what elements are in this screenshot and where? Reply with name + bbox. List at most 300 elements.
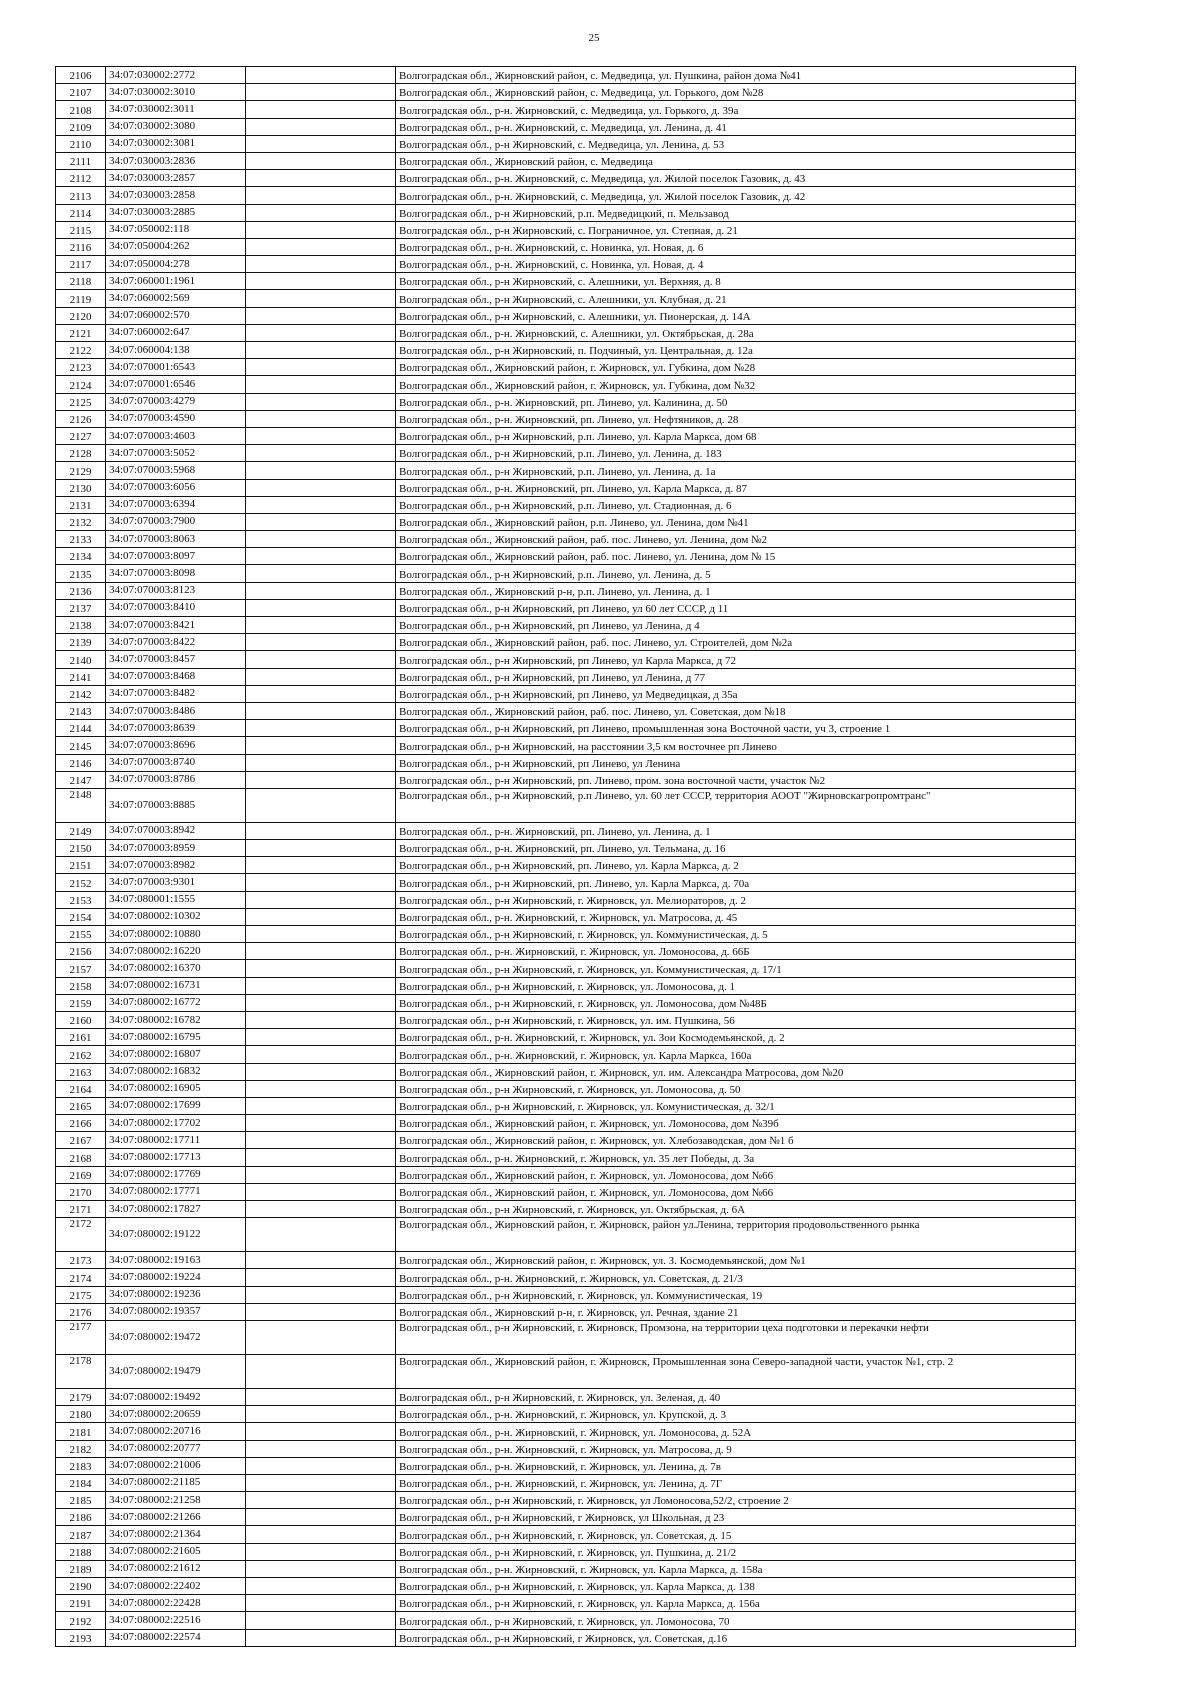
empty-cell — [246, 565, 396, 582]
cadastral-number-cell: 34:07:050002:118 — [106, 221, 246, 238]
page-number: 25 — [588, 32, 600, 44]
empty-cell — [246, 926, 396, 943]
cadastral-number-cell: 34:07:030002:3010 — [106, 84, 246, 101]
cadastral-number-cell: 34:07:070003:8740 — [106, 754, 246, 771]
table-row — [56, 1201, 1076, 1218]
address-cell: Волгоградская обл., Жирновский район, р.п. Линево, ул. Ленина, дом №41 — [396, 513, 1076, 530]
table-row — [56, 1097, 1076, 1114]
cadastral-number-cell: 34:07:080002:17713 — [106, 1149, 246, 1166]
row-number-cell: 2126 — [56, 410, 106, 427]
empty-cell — [246, 548, 396, 565]
table-row — [56, 926, 1076, 943]
cadastral-number-cell: 34:07:070003:8123 — [106, 582, 246, 599]
empty-cell — [246, 943, 396, 960]
empty-cell — [246, 994, 396, 1011]
row-number-cell: 2169 — [56, 1166, 106, 1183]
empty-cell — [246, 67, 396, 84]
empty-cell — [246, 307, 396, 324]
row-number-cell: 2113 — [56, 187, 106, 204]
address-cell: Волгоградская обл., р-н Жирновский, г. Жирновск, Промзона, на территории цеха подготовки и перекачки нефти — [396, 1320, 1076, 1354]
cadastral-number-cell: 34:07:070003:8422 — [106, 634, 246, 651]
table-row — [56, 170, 1076, 187]
address-cell: Волгоградская обл., Жирновский район, г. Жирновск, ул. З. Космодемьянской, дом №1 — [396, 1252, 1076, 1269]
row-number-cell: 2140 — [56, 651, 106, 668]
row-number-cell: 2165 — [56, 1097, 106, 1114]
cadastral-number-cell: 34:07:070003:8098 — [106, 565, 246, 582]
table-row — [56, 857, 1076, 874]
table-row — [56, 977, 1076, 994]
row-number-cell: 2136 — [56, 582, 106, 599]
table-row — [56, 324, 1076, 341]
table-row — [56, 1423, 1076, 1440]
cadastral-number-cell: 34:07:070003:8982 — [106, 857, 246, 874]
table-row — [56, 496, 1076, 513]
row-number-cell: 2117 — [56, 256, 106, 273]
row-number-cell: 2171 — [56, 1201, 106, 1218]
row-number-cell: 2128 — [56, 445, 106, 462]
table-row — [56, 1354, 1076, 1388]
empty-cell — [246, 617, 396, 634]
table-row — [56, 754, 1076, 771]
cadastral-number-cell: 34:07:080002:10302 — [106, 908, 246, 925]
address-cell: Волгоградская обл., Жирновский район, г. Жирновск, ул. Губкина, дом №32 — [396, 376, 1076, 393]
empty-cell — [246, 135, 396, 152]
empty-cell — [246, 1406, 396, 1423]
address-cell: Волгоградская обл., Жирновский район, с. Медведица — [396, 152, 1076, 169]
row-number-cell: 2144 — [56, 720, 106, 737]
row-number-cell: 2187 — [56, 1526, 106, 1543]
table-row — [56, 1166, 1076, 1183]
empty-cell — [246, 204, 396, 221]
address-cell: Волгоградская обл., Жирновский район, г. Жирновск, Промышленная зона Северо-западной части, участок №1, стр. 2 — [396, 1354, 1076, 1388]
row-number-cell: 2190 — [56, 1578, 106, 1595]
address-cell: Волгоградская обл., р-н. Жирновский, рп. Линево, ул. Калинина, д. 50 — [396, 393, 1076, 410]
address-cell: Волгоградская обл., р-н. Жирновский, рп. Линево, ул. Тельмана, д. 16 — [396, 840, 1076, 857]
empty-cell — [246, 84, 396, 101]
table-row — [56, 221, 1076, 238]
cadastral-number-cell: 34:07:080002:19492 — [106, 1388, 246, 1405]
cadastral-number-cell: 34:07:070003:8097 — [106, 548, 246, 565]
empty-cell — [246, 1578, 396, 1595]
table-row — [56, 1303, 1076, 1320]
cadastral-number-cell: 34:07:080002:10880 — [106, 926, 246, 943]
address-cell: Волгоградская обл., р-н Жирновский, рп. Линево, ул. Карла Маркса, д. 2 — [396, 857, 1076, 874]
row-number-cell: 2175 — [56, 1286, 106, 1303]
table-row — [56, 1578, 1076, 1595]
table-row — [56, 1320, 1076, 1354]
row-number-cell: 2189 — [56, 1560, 106, 1577]
address-cell: Волгоградская обл., р-н Жирновский, р.п. Линево, ул. Стадионная, д. 6 — [396, 496, 1076, 513]
address-cell: Волгоградская обл., р-н. Жирновский, рп. Линево, ул. Ленина, д. 1 — [396, 822, 1076, 839]
cadastral-number-cell: 34:07:080002:21364 — [106, 1526, 246, 1543]
empty-cell — [246, 977, 396, 994]
table-row — [56, 427, 1076, 444]
row-number-cell: 2174 — [56, 1269, 106, 1286]
cadastral-number-cell: 34:07:060004:138 — [106, 342, 246, 359]
table-row — [56, 1252, 1076, 1269]
row-number-cell: 2152 — [56, 874, 106, 891]
row-number-cell: 2192 — [56, 1612, 106, 1629]
table-row — [56, 479, 1076, 496]
empty-cell — [246, 1063, 396, 1080]
row-number-cell: 2107 — [56, 84, 106, 101]
empty-cell — [246, 445, 396, 462]
table-row — [56, 891, 1076, 908]
empty-cell — [246, 1269, 396, 1286]
empty-cell — [246, 960, 396, 977]
empty-cell — [246, 891, 396, 908]
row-number-cell: 2124 — [56, 376, 106, 393]
table-row — [56, 118, 1076, 135]
address-cell: Волгоградская обл., р-н. Жирновский, с. Медведица, ул. Жилой поселок Газовик, д. 42 — [396, 187, 1076, 204]
table-row — [56, 1543, 1076, 1560]
cadastral-number-cell: 34:07:080002:19224 — [106, 1269, 246, 1286]
row-number-cell: 2170 — [56, 1183, 106, 1200]
row-number-cell: 2158 — [56, 977, 106, 994]
table-row — [56, 668, 1076, 685]
cadastral-number-cell: 34:07:080002:20716 — [106, 1423, 246, 1440]
cadastral-number-cell: 34:07:030002:3011 — [106, 101, 246, 118]
cadastral-number-cell: 34:07:080002:16220 — [106, 943, 246, 960]
empty-cell — [246, 1354, 396, 1388]
cadastral-number-cell: 34:07:030002:2772 — [106, 67, 246, 84]
row-number-cell: 2150 — [56, 840, 106, 857]
empty-cell — [246, 1132, 396, 1149]
empty-cell — [246, 634, 396, 651]
address-cell: Волгоградская обл., Жирновский район, раб. пос. Линево, ул. Строителей, дом №2а — [396, 634, 1076, 651]
address-cell: Волгоградская обл., р-н Жирновский, рп Линево, ул Ленина, д 77 — [396, 668, 1076, 685]
row-number-cell: 2134 — [56, 548, 106, 565]
cadastral-number-cell: 34:07:070003:8410 — [106, 599, 246, 616]
address-cell: Волгоградская обл., р-н Жирновский, р.п. Линево, ул. Ленина, д. 5 — [396, 565, 1076, 582]
table-row — [56, 840, 1076, 857]
table-row — [56, 256, 1076, 273]
row-number-cell: 2125 — [56, 393, 106, 410]
cadastral-number-cell: 34:07:080002:22428 — [106, 1595, 246, 1612]
table-row — [56, 599, 1076, 616]
cadastral-number-cell: 34:07:080002:17827 — [106, 1201, 246, 1218]
cadastral-number-cell: 34:07:030002:3081 — [106, 135, 246, 152]
row-number-cell: 2118 — [56, 273, 106, 290]
table-row — [56, 187, 1076, 204]
cadastral-number-cell: 34:07:080002:19122 — [106, 1218, 246, 1252]
table-row — [56, 582, 1076, 599]
table-row — [56, 651, 1076, 668]
empty-cell — [246, 651, 396, 668]
row-number-cell: 2153 — [56, 891, 106, 908]
row-number-cell: 2143 — [56, 702, 106, 719]
empty-cell — [246, 702, 396, 719]
row-number-cell: 2160 — [56, 1011, 106, 1028]
row-number-cell: 2154 — [56, 908, 106, 925]
address-cell: Волгоградская обл., Жирновский район, с. Медведица, ул. Горького, дом №28 — [396, 84, 1076, 101]
cadastral-number-cell: 34:07:070003:8482 — [106, 685, 246, 702]
row-number-cell: 2181 — [56, 1423, 106, 1440]
address-cell: Волгоградская обл., Жирновский район, раб. пос. Линево, ул. Ленина, дом № 15 — [396, 548, 1076, 565]
row-number-cell: 2116 — [56, 238, 106, 255]
cadastral-number-cell: 34:07:080002:19479 — [106, 1354, 246, 1388]
empty-cell — [246, 221, 396, 238]
row-number-cell: 2182 — [56, 1440, 106, 1457]
table-row — [56, 238, 1076, 255]
table-row — [56, 376, 1076, 393]
row-number-cell: 2168 — [56, 1149, 106, 1166]
address-cell: Волгоградская обл., Жирновский район, г. Жирновск, ул. Губкина, дом №28 — [396, 359, 1076, 376]
table-row — [56, 513, 1076, 530]
address-cell: Волгоградская обл., р-н Жирновский, с. Пограничное, ул. Степная, д. 21 — [396, 221, 1076, 238]
table-row — [56, 1492, 1076, 1509]
address-cell: Волгоградская обл., Жирновский р-н, р.п. Линево, ул. Ленина, д. 1 — [396, 582, 1076, 599]
cadastral-number-cell: 34:07:080002:16832 — [106, 1063, 246, 1080]
cadastral-number-cell: 34:07:080002:17702 — [106, 1115, 246, 1132]
table-row — [56, 410, 1076, 427]
row-number-cell: 2142 — [56, 685, 106, 702]
table-row — [56, 737, 1076, 754]
empty-cell — [246, 290, 396, 307]
cadastral-number-cell: 34:07:050004:262 — [106, 238, 246, 255]
table-row — [56, 1218, 1076, 1252]
cadastral-number-cell: 34:07:070003:8468 — [106, 668, 246, 685]
address-cell: Волгоградская обл., р-н. Жирновский, г. Жирновск, ул. Ломоносова, д. 52А — [396, 1423, 1076, 1440]
table-row — [56, 84, 1076, 101]
empty-cell — [246, 720, 396, 737]
address-cell: Волгоградская обл., р-н Жирновский, г. Жирновск, ул. Ломоносова, дом №48Б — [396, 994, 1076, 1011]
address-cell: Волгоградская обл., р-н Жирновский, с. Медведица, ул. Ленина, д. 53 — [396, 135, 1076, 152]
address-cell: Волгоградская обл., Жирновский район, г. Жирновск, ул. Ломоносова, дом №66 — [396, 1166, 1076, 1183]
row-number-cell: 2122 — [56, 342, 106, 359]
row-number-cell: 2127 — [56, 427, 106, 444]
address-cell: Волгоградская обл., Жирновский район, с. Медведица, ул. Пушкина, район дома №41 — [396, 67, 1076, 84]
cadastral-number-cell: 34:07:070001:6543 — [106, 359, 246, 376]
row-number-cell: 2179 — [56, 1388, 106, 1405]
cadastral-number-cell: 34:07:080002:16795 — [106, 1029, 246, 1046]
empty-cell — [246, 1286, 396, 1303]
address-cell: Волгоградская обл., р-н. Жирновский, с. Новинка, ул. Новая, д. 4 — [396, 256, 1076, 273]
empty-cell — [246, 874, 396, 891]
address-cell: Волгоградская обл., Жирновский район, раб. пос. Линево, ул. Ленина, дом №2 — [396, 531, 1076, 548]
cadastral-number-cell: 34:07:080002:22402 — [106, 1578, 246, 1595]
address-cell: Волгоградская обл., р-н. Жирновский, г. Жирновск, ул. 35 лет Победы, д. 3а — [396, 1149, 1076, 1166]
table-row — [56, 874, 1076, 891]
empty-cell — [246, 238, 396, 255]
address-cell: Волгоградская обл., Жирновский район, г. Жирновск, ул. им. Александра Матросова, дом №20 — [396, 1063, 1076, 1080]
cadastral-number-cell: 34:07:030003:2836 — [106, 152, 246, 169]
row-number-cell: 2191 — [56, 1595, 106, 1612]
table-row — [56, 822, 1076, 839]
row-number-cell: 2178 — [56, 1354, 106, 1388]
row-number-cell: 2119 — [56, 290, 106, 307]
address-cell: Волгоградская обл., р-н Жирновский, с. Алешники, ул. Пионерская, д. 14А — [396, 307, 1076, 324]
cadastral-number-cell: 34:07:070003:8421 — [106, 617, 246, 634]
table-row — [56, 1457, 1076, 1474]
table-row — [56, 1269, 1076, 1286]
table-row — [56, 1115, 1076, 1132]
row-number-cell: 2185 — [56, 1492, 106, 1509]
cadastral-number-cell: 34:07:080002:21258 — [106, 1492, 246, 1509]
address-cell: Волгоградская обл., р-н Жирновский, г. Жирновск, ул. Мелиораторов, д. 2 — [396, 891, 1076, 908]
cadastral-number-cell: 34:07:070003:8457 — [106, 651, 246, 668]
empty-cell — [246, 1011, 396, 1028]
address-cell: Волгоградская обл., р-н. Жирновский, рп. Линево, ул. Карла Маркса, д. 87 — [396, 479, 1076, 496]
table-row — [56, 994, 1076, 1011]
empty-cell — [246, 1252, 396, 1269]
table-row — [56, 634, 1076, 651]
row-number-cell: 2147 — [56, 771, 106, 788]
empty-cell — [246, 1492, 396, 1509]
table-row — [56, 1046, 1076, 1063]
table-row — [56, 1029, 1076, 1046]
row-number-cell: 2148 — [56, 788, 106, 822]
address-cell: Волгоградская обл., р-н Жирновский, г. Жирновск, ул. Ломоносова, д. 50 — [396, 1080, 1076, 1097]
address-cell: Волгоградская обл., р-н. Жирновский, с. Медведица, ул. Ленина, д. 41 — [396, 118, 1076, 135]
address-cell: Волгоградская обл., р-н Жирновский, г. Жирновск, ул. Пушкина, д. 21/2 — [396, 1543, 1076, 1560]
empty-cell — [246, 599, 396, 616]
row-number-cell: 2161 — [56, 1029, 106, 1046]
table-row — [56, 531, 1076, 548]
table-row — [56, 1183, 1076, 1200]
row-number-cell: 2180 — [56, 1406, 106, 1423]
table-row — [56, 342, 1076, 359]
empty-cell — [246, 1560, 396, 1577]
cadastral-number-cell: 34:07:070003:8942 — [106, 822, 246, 839]
table-row — [56, 393, 1076, 410]
empty-cell — [246, 668, 396, 685]
table-row — [56, 1286, 1076, 1303]
address-cell: Волгоградская обл., р-н. Жирновский, г. Жирновск, ул. Карла Маркса, д. 158а — [396, 1560, 1076, 1577]
address-cell: Волгоградская обл., р-н Жирновский, р.п Линево, ул. 60 лет СССР, территория АООТ "Жирновскагропромтранс" — [396, 788, 1076, 822]
cadastral-number-cell: 34:07:070003:8486 — [106, 702, 246, 719]
table-row — [56, 67, 1076, 84]
cadastral-number-cell: 34:07:080002:16782 — [106, 1011, 246, 1028]
table-row — [56, 273, 1076, 290]
cadastral-number-cell: 34:07:080002:21006 — [106, 1457, 246, 1474]
empty-cell — [246, 427, 396, 444]
row-number-cell: 2137 — [56, 599, 106, 616]
address-cell: Волгоградская обл., р-н Жирновский, г. Жирновск, ул. Карла Маркса, д. 138 — [396, 1578, 1076, 1595]
row-number-cell: 2156 — [56, 943, 106, 960]
cadastral-number-cell: 34:07:080002:17771 — [106, 1183, 246, 1200]
table-row — [56, 1406, 1076, 1423]
empty-cell — [246, 1149, 396, 1166]
row-number-cell: 2123 — [56, 359, 106, 376]
cadastral-number-cell: 34:07:070003:4590 — [106, 410, 246, 427]
cadastral-number-cell: 34:07:080002:17699 — [106, 1097, 246, 1114]
address-cell: Волгоградская обл., р-н. Жирновский, г. Жирновск, ул. Матросова, д. 45 — [396, 908, 1076, 925]
table-row — [56, 565, 1076, 582]
row-number-cell: 2167 — [56, 1132, 106, 1149]
empty-cell — [246, 840, 396, 857]
address-cell: Волгоградская обл., р-н. Жирновский, г. Жирновск, ул. Карла Маркса, 160а — [396, 1046, 1076, 1063]
empty-cell — [246, 273, 396, 290]
cadastral-number-cell: 34:07:080002:22516 — [106, 1612, 246, 1629]
address-cell: Волгоградская обл., Жирновский район, г. Жирновск, ул. Ломоносова, дом №66 — [396, 1183, 1076, 1200]
address-cell: Волгоградская обл., Жирновский район, г. Жирновск, район ул.Ленина, территория продовольственного рынка — [396, 1218, 1076, 1252]
empty-cell — [246, 1080, 396, 1097]
cadastral-number-cell: 34:07:050004:278 — [106, 256, 246, 273]
table-row — [56, 1560, 1076, 1577]
row-number-cell: 2135 — [56, 565, 106, 582]
cadastral-number-cell: 34:07:060002:569 — [106, 290, 246, 307]
cadastral-number-cell: 34:07:080002:22574 — [106, 1629, 246, 1646]
table-row — [56, 1440, 1076, 1457]
table-row — [56, 1526, 1076, 1543]
empty-cell — [246, 1440, 396, 1457]
empty-cell — [246, 479, 396, 496]
row-number-cell: 2188 — [56, 1543, 106, 1560]
empty-cell — [246, 1303, 396, 1320]
table-row — [56, 101, 1076, 118]
address-cell: Волгоградская обл., р-н Жирновский, г. Жирновск, ул. Советская, д. 15 — [396, 1526, 1076, 1543]
empty-cell — [246, 342, 396, 359]
empty-cell — [246, 1218, 396, 1252]
cadastral-number-cell: 34:07:080002:21612 — [106, 1560, 246, 1577]
empty-cell — [246, 513, 396, 530]
row-number-cell: 2164 — [56, 1080, 106, 1097]
address-cell: Волгоградская обл., р-н Жирновский, п. Подчиный, ул. Центральная, д. 12а — [396, 342, 1076, 359]
address-cell: Волгоградская обл., р-н Жирновский, г. Жирновск, ул. Комунистическая, д. 32/1 — [396, 1097, 1076, 1114]
table-row — [56, 135, 1076, 152]
empty-cell — [246, 187, 396, 204]
row-number-cell: 2177 — [56, 1320, 106, 1354]
row-number-cell: 2111 — [56, 152, 106, 169]
cadastral-number-cell: 34:07:080001:1555 — [106, 891, 246, 908]
address-cell: Волгоградская обл., р-н Жирновский, р.п. Линево, ул. Ленина, д. 183 — [396, 445, 1076, 462]
empty-cell — [246, 1320, 396, 1354]
address-cell: Волгоградская обл., р-н Жирновский, рп. Линево, пром. зона восточной части, участок №2 — [396, 771, 1076, 788]
address-cell: Волгоградская обл., р-н Жирновский, с. Алешники, ул. Клубная, д. 21 — [396, 290, 1076, 307]
table-row — [56, 1474, 1076, 1491]
cadastral-number-cell: 34:07:080002:16731 — [106, 977, 246, 994]
address-cell: Волгоградская обл., р-н Жирновский, рп Линево, ул Ленина — [396, 754, 1076, 771]
row-number-cell: 2184 — [56, 1474, 106, 1491]
row-number-cell: 2131 — [56, 496, 106, 513]
cadastral-number-cell: 34:07:080002:19163 — [106, 1252, 246, 1269]
table-row — [56, 290, 1076, 307]
row-number-cell: 2163 — [56, 1063, 106, 1080]
row-number-cell: 2151 — [56, 857, 106, 874]
address-cell: Волгоградская обл., р-н Жирновский, рп Линево, ул Карла Маркса, д 72 — [396, 651, 1076, 668]
table-row — [56, 720, 1076, 737]
address-cell: Волгоградская обл., р-н Жирновский, рп. Линево, ул. Карла Маркса, д. 70а — [396, 874, 1076, 891]
row-number-cell: 2110 — [56, 135, 106, 152]
address-cell: Волгоградская обл., р-н Жирновский, рп Линево, ул Медведицкая, д 35а — [396, 685, 1076, 702]
address-cell: Волгоградская обл., р-н Жирновский, г. Жирновск, ул. Коммунистическая, 19 — [396, 1286, 1076, 1303]
cadastral-number-cell: 34:07:070003:8063 — [106, 531, 246, 548]
address-cell: Волгоградская обл., р-н Жирновский, г. Жирновск, ул. Зеленая, д. 40 — [396, 1388, 1076, 1405]
empty-cell — [246, 1115, 396, 1132]
address-cell: Волгоградская обл., р-н Жирновский, рп Линево, ул 60 лет СССР, д 11 — [396, 599, 1076, 616]
cadastral-number-cell: 34:07:070003:8959 — [106, 840, 246, 857]
row-number-cell: 2176 — [56, 1303, 106, 1320]
row-number-cell: 2146 — [56, 754, 106, 771]
cadastral-number-cell: 34:07:070003:5052 — [106, 445, 246, 462]
empty-cell — [246, 1423, 396, 1440]
table-row — [56, 1132, 1076, 1149]
address-cell: Волгоградская обл., р-н Жирновский, р.п. Линево, ул. Карла Маркса, дом 68 — [396, 427, 1076, 444]
table-row — [56, 1063, 1076, 1080]
empty-cell — [246, 771, 396, 788]
address-cell: Волгоградская обл., р-н. Жирновский, рп. Линево, ул. Нефтяников, д. 28 — [396, 410, 1076, 427]
empty-cell — [246, 1474, 396, 1491]
row-number-cell: 2145 — [56, 737, 106, 754]
address-cell: Волгоградская обл., р-н. Жирновский, г. Жирновск, ул. Ленина, д. 7в — [396, 1457, 1076, 1474]
address-cell: Волгоградская обл., р-н Жирновский, г Жирновск, ул. Советская, д.16 — [396, 1629, 1076, 1646]
cadastral-number-cell: 34:07:080002:16772 — [106, 994, 246, 1011]
empty-cell — [246, 1629, 396, 1646]
empty-cell — [246, 359, 396, 376]
cadastral-number-cell: 34:07:070003:4279 — [106, 393, 246, 410]
table-row — [56, 1388, 1076, 1405]
